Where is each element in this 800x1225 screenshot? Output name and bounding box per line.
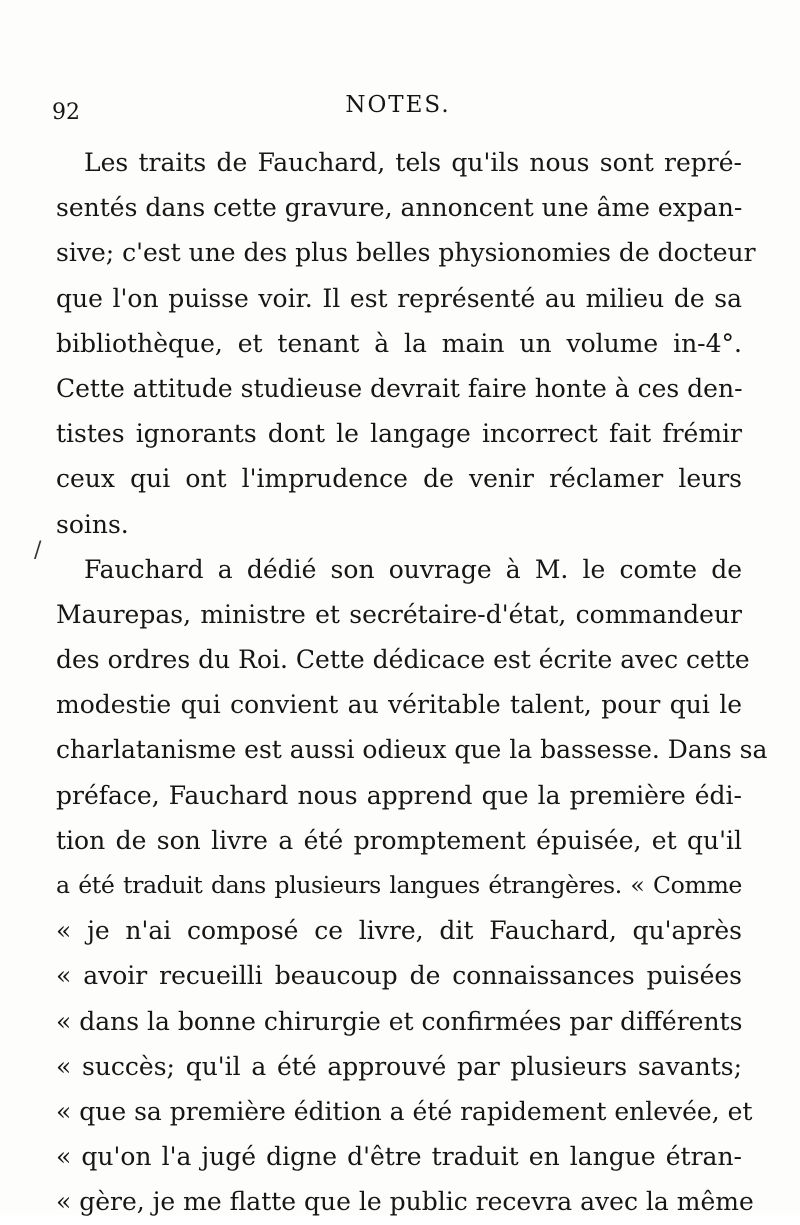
text-line: « dans la bonne chirurgie et confirmées par différents <box>56 1006 743 1036</box>
text-line: soins. <box>56 509 129 539</box>
text-line: que l'on puisse voir. Il est représenté au milieu de sa <box>56 283 742 313</box>
margin-annotation-mark: / <box>34 538 42 563</box>
text-line: « que sa première édition a été rapidement enlevée, et <box>56 1096 753 1126</box>
text-line: Cette attitude studieuse devrait faire honte à ces den- <box>56 373 743 403</box>
paragraph-1 <box>56 140 756 547</box>
body-text <box>56 140 768 1225</box>
text-line: « avoir recueilli beaucoup de connaissances puisées <box>56 961 742 991</box>
text-line: Les traits de Fauchard, tels qu'ils nous sont repré- <box>84 148 742 177</box>
text-line: sive; c'est une des plus belles physionomies de docteur <box>56 238 756 268</box>
running-head: NOTES. <box>345 92 451 118</box>
text-line: préface, Fauchard nous apprend que la première édi- <box>56 780 742 810</box>
text-line: Maurepas, ministre et secrétaire-d'état, commandeur <box>56 599 742 629</box>
text-line: « gère, je me flatte que le public recevra avec la même <box>56 1187 754 1217</box>
text-line: des ordres du Roi. Cette dédicace est écrite avec cette <box>56 645 750 675</box>
text-line: tistes ignorants dont le langage incorrect fait frémir <box>56 419 742 449</box>
text-line: a été traduit dans plusieurs langues étrangères. « Comme <box>56 871 742 899</box>
text-line: charlatanisme est aussi odieux que la bassesse. Dans sa <box>56 735 768 765</box>
text-line: Fauchard a dédié son ouvrage à M. le comte de <box>84 554 742 584</box>
text-line: bibliothèque, et tenant à la main un volume in-4°. <box>56 328 742 358</box>
page-header <box>48 92 748 128</box>
text-line: tion de son livre a été promptement épuisée, et qu'il <box>56 825 742 855</box>
text-line: « succès; qu'il a été approuvé par plusieurs savants; <box>56 1051 742 1081</box>
paragraph-2 <box>56 547 768 1225</box>
page-number: 92 <box>52 100 80 125</box>
text-line: sentés dans cette gravure, annoncent une âme expan- <box>56 193 743 223</box>
text-line: modestie qui convient au véritable talent, pour qui le <box>56 690 742 720</box>
text-line: « je n'ai composé ce livre, dit Fauchard, qu'après <box>56 916 742 946</box>
text-line: « qu'on l'a jugé digne d'être traduit en langue étran- <box>56 1142 742 1172</box>
text-line: ceux qui ont l'imprudence de venir réclamer leurs <box>56 464 742 494</box>
